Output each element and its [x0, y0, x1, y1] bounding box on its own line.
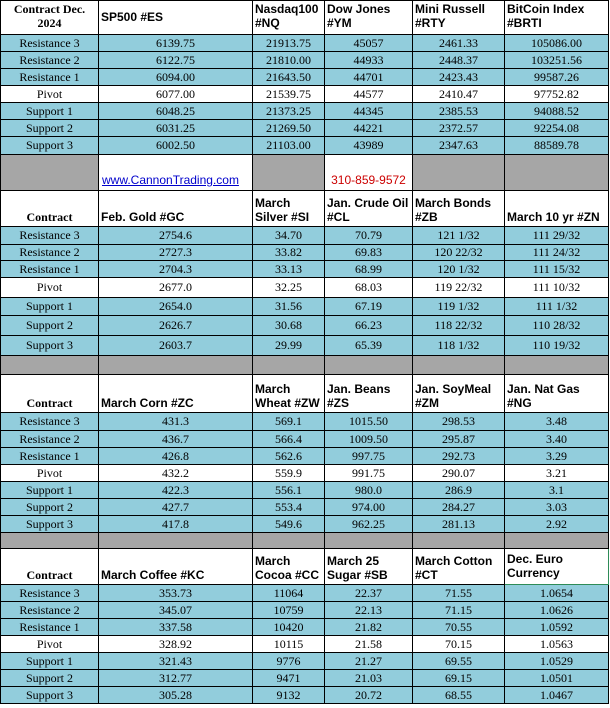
- level-value: 111 24/32: [505, 245, 609, 261]
- level-value: 65.39: [325, 336, 413, 356]
- level-label: Resistance 3: [1, 585, 99, 602]
- level-value: 2626.7: [99, 316, 253, 336]
- website-link[interactable]: www.CannonTrading.com: [102, 173, 239, 187]
- level-value: 21810.00: [253, 52, 325, 69]
- level-value: 120 1/32: [413, 261, 505, 278]
- level-value: 22.37: [325, 585, 413, 602]
- level-value: 569.1: [253, 413, 325, 431]
- row-resistance-1: [1, 448, 609, 465]
- level-value: 2727.3: [99, 245, 253, 261]
- row-resistance-3: [1, 35, 609, 52]
- instrument-header: March Silver #SI: [253, 191, 325, 227]
- level-value: 66.23: [325, 316, 413, 336]
- level-value: 111 15/32: [505, 261, 609, 278]
- instrument-header: Jan. SoyMeal #ZM: [413, 375, 505, 413]
- level-value: 295.87: [413, 431, 505, 448]
- level-value: 31.56: [253, 298, 325, 316]
- level-value: 1.0563: [505, 636, 609, 653]
- row-support-3: [1, 516, 609, 533]
- level-value: 21.82: [325, 619, 413, 636]
- level-label: Resistance 3: [1, 35, 99, 52]
- level-value: 22.13: [325, 602, 413, 619]
- level-value: 3.1: [505, 482, 609, 499]
- level-value: 21913.75: [253, 35, 325, 52]
- instrument-header: Jan. Beans #ZS: [325, 375, 413, 413]
- level-value: 6122.75: [99, 52, 253, 69]
- instrument-header: March 25 Sugar #SB: [325, 549, 413, 585]
- contract-header: Contract Dec. 2024: [1, 1, 99, 35]
- row-resistance-2: [1, 431, 609, 448]
- level-value: 432.2: [99, 465, 253, 482]
- level-value: 21103.00: [253, 137, 325, 155]
- level-value: 111 29/32: [505, 227, 609, 245]
- row-resistance-1: [1, 261, 609, 278]
- level-value: 71.55: [413, 585, 505, 602]
- level-label: Support 1: [1, 103, 99, 120]
- pivot-levels-table-body: [1, 1, 609, 704]
- section-3-header-row: [1, 375, 609, 413]
- instrument-header: March Coffee #KC: [99, 549, 253, 585]
- instrument-header: March Wheat #ZW: [253, 375, 325, 413]
- contract-header: Contract: [1, 191, 99, 227]
- instrument-header: Nasdaq100 #NQ: [253, 1, 325, 35]
- level-label: Support 2: [1, 499, 99, 516]
- level-value: 974.00: [325, 499, 413, 516]
- section-4-header-row: [1, 549, 609, 585]
- level-label: Support 2: [1, 316, 99, 336]
- level-label: Pivot: [1, 278, 99, 298]
- separator-cell: [325, 533, 413, 549]
- instrument-header: March Corn #ZC: [99, 375, 253, 413]
- separator-cell: [413, 533, 505, 549]
- row-support-1: [1, 653, 609, 670]
- level-value: 436.7: [99, 431, 253, 448]
- level-value: 68.55: [413, 687, 505, 704]
- level-value: 321.43: [99, 653, 253, 670]
- level-value: 422.3: [99, 482, 253, 499]
- level-value: 118 22/32: [413, 316, 505, 336]
- row-support-1: [1, 103, 609, 120]
- level-value: 70.15: [413, 636, 505, 653]
- level-value: 88589.78: [505, 137, 609, 155]
- separator-cell: [1, 533, 99, 549]
- separator-cell: [1, 356, 99, 375]
- level-value: 1.0626: [505, 602, 609, 619]
- level-label: Support 3: [1, 336, 99, 356]
- section-2-header-row: [1, 191, 609, 227]
- level-value: 71.15: [413, 602, 505, 619]
- level-value: 34.70: [253, 227, 325, 245]
- level-value: 33.82: [253, 245, 325, 261]
- level-value: 328.92: [99, 636, 253, 653]
- level-value: 298.53: [413, 413, 505, 431]
- separator-cell: [99, 356, 253, 375]
- level-value: 29.99: [253, 336, 325, 356]
- level-label: Support 1: [1, 653, 99, 670]
- level-value: 2448.37: [413, 52, 505, 69]
- level-value: 94088.52: [505, 103, 609, 120]
- separator-cell: [505, 533, 609, 549]
- level-value: 1.0654: [505, 585, 609, 602]
- level-value: 97752.82: [505, 86, 609, 103]
- level-value: 110 19/32: [505, 336, 609, 356]
- level-label: Resistance 1: [1, 261, 99, 278]
- separator-cell: [325, 356, 413, 375]
- level-value: 45057: [325, 35, 413, 52]
- level-value: 1.0592: [505, 619, 609, 636]
- instrument-header: March 10 yr #ZN: [505, 191, 609, 227]
- level-value: 1009.50: [325, 431, 413, 448]
- level-value: 6094.00: [99, 69, 253, 86]
- level-value: 70.55: [413, 619, 505, 636]
- row-pivot: [1, 465, 609, 482]
- website-cell: [99, 155, 253, 191]
- level-value: 121 1/32: [413, 227, 505, 245]
- level-value: 2603.7: [99, 336, 253, 356]
- level-value: 2423.43: [413, 69, 505, 86]
- row-resistance-2: [1, 245, 609, 261]
- level-value: 980.0: [325, 482, 413, 499]
- level-value: 3.48: [505, 413, 609, 431]
- separator-cell: [505, 356, 609, 375]
- level-value: 30.68: [253, 316, 325, 336]
- level-value: 559.9: [253, 465, 325, 482]
- level-value: 68.99: [325, 261, 413, 278]
- level-value: 9776: [253, 653, 325, 670]
- level-label: Pivot: [1, 636, 99, 653]
- level-value: 2410.47: [413, 86, 505, 103]
- level-value: 553.4: [253, 499, 325, 516]
- level-value: 44701: [325, 69, 413, 86]
- level-value: 32.25: [253, 278, 325, 298]
- level-label: Resistance 1: [1, 69, 99, 86]
- row-resistance-3: [1, 227, 609, 245]
- level-value: 991.75: [325, 465, 413, 482]
- row-resistance-3: [1, 585, 609, 602]
- level-value: 431.3: [99, 413, 253, 431]
- phone-cell: [325, 155, 413, 191]
- level-value: 417.8: [99, 516, 253, 533]
- contract-header: Contract: [1, 375, 99, 413]
- row-support-3: [1, 687, 609, 704]
- level-value: 70.79: [325, 227, 413, 245]
- level-label: Resistance 2: [1, 431, 99, 448]
- section-separator: [1, 356, 609, 375]
- row-support-1: [1, 298, 609, 316]
- level-value: 92254.08: [505, 120, 609, 137]
- level-value: 997.75: [325, 448, 413, 465]
- level-label: Resistance 2: [1, 52, 99, 69]
- instrument-header: Jan. Crude Oil #CL: [325, 191, 413, 227]
- level-value: 67.19: [325, 298, 413, 316]
- instrument-header: SP500 #ES: [99, 1, 253, 35]
- level-value: 9471: [253, 670, 325, 687]
- row-pivot: [1, 636, 609, 653]
- level-value: 6139.75: [99, 35, 253, 52]
- level-value: 43989: [325, 137, 413, 155]
- separator-cell: [253, 356, 325, 375]
- level-value: 21373.25: [253, 103, 325, 120]
- level-value: 1.0467: [505, 687, 609, 704]
- level-value: 118 1/32: [413, 336, 505, 356]
- level-value: 312.77: [99, 670, 253, 687]
- level-label: Support 1: [1, 482, 99, 499]
- level-label: Support 2: [1, 120, 99, 137]
- separator-cell: [253, 533, 325, 549]
- level-label: Resistance 2: [1, 245, 99, 261]
- level-value: 2.92: [505, 516, 609, 533]
- level-value: 44221: [325, 120, 413, 137]
- level-label: Support 3: [1, 516, 99, 533]
- level-label: Support 3: [1, 137, 99, 155]
- level-value: 1.0501: [505, 670, 609, 687]
- level-value: 292.73: [413, 448, 505, 465]
- level-value: 281.13: [413, 516, 505, 533]
- separator-cell: [1, 155, 99, 191]
- section-separator: [1, 155, 609, 191]
- level-value: 549.6: [253, 516, 325, 533]
- separator-cell: [253, 155, 325, 191]
- instrument-header: Dow Jones #YM: [325, 1, 413, 35]
- separator-cell: [99, 533, 253, 549]
- level-value: 44933: [325, 52, 413, 69]
- level-value: 566.4: [253, 431, 325, 448]
- row-support-2: [1, 499, 609, 516]
- level-value: 3.03: [505, 499, 609, 516]
- row-support-2: [1, 316, 609, 336]
- separator-cell: [505, 155, 609, 191]
- level-value: 562.6: [253, 448, 325, 465]
- level-value: 1015.50: [325, 413, 413, 431]
- level-label: Support 3: [1, 687, 99, 704]
- level-label: Support 1: [1, 298, 99, 316]
- level-value: 21269.50: [253, 120, 325, 137]
- level-label: Pivot: [1, 86, 99, 103]
- level-value: 21.03: [325, 670, 413, 687]
- level-value: 20.72: [325, 687, 413, 704]
- instrument-header: March Cotton #CT: [413, 549, 505, 585]
- instrument-header: Feb. Gold #GC: [99, 191, 253, 227]
- row-support-3: [1, 137, 609, 155]
- separator-cell: [413, 356, 505, 375]
- level-value: 2347.63: [413, 137, 505, 155]
- level-value: 120 22/32: [413, 245, 505, 261]
- level-value: 10115: [253, 636, 325, 653]
- instrument-header: Jan. Nat Gas #NG: [505, 375, 609, 413]
- instrument-header: BitCoin Index #BRTI: [505, 1, 609, 35]
- level-value: 99587.26: [505, 69, 609, 86]
- level-value: 962.25: [325, 516, 413, 533]
- row-support-1: [1, 482, 609, 499]
- row-support-2: [1, 120, 609, 137]
- level-value: 69.55: [413, 653, 505, 670]
- row-resistance-2: [1, 52, 609, 69]
- section-1-header-row: [1, 1, 609, 35]
- level-value: 286.9: [413, 482, 505, 499]
- level-value: 103251.56: [505, 52, 609, 69]
- instrument-header: Mini Russell #RTY: [413, 1, 505, 35]
- level-value: 337.58: [99, 619, 253, 636]
- level-value: 33.13: [253, 261, 325, 278]
- instrument-header: March Bonds #ZB: [413, 191, 505, 227]
- level-value: 21539.75: [253, 86, 325, 103]
- level-value: 6002.50: [99, 137, 253, 155]
- level-value: 69.83: [325, 245, 413, 261]
- level-value: 556.1: [253, 482, 325, 499]
- row-support-2: [1, 670, 609, 687]
- instrument-header: March Cocoa #CC: [253, 549, 325, 585]
- level-value: 6077.00: [99, 86, 253, 103]
- level-value: 2385.53: [413, 103, 505, 120]
- level-value: 3.29: [505, 448, 609, 465]
- level-value: 105086.00: [505, 35, 609, 52]
- level-value: 1.0529: [505, 653, 609, 670]
- level-value: 44577: [325, 86, 413, 103]
- level-value: 345.07: [99, 602, 253, 619]
- level-label: Pivot: [1, 465, 99, 482]
- level-value: 9132: [253, 687, 325, 704]
- level-value: 284.27: [413, 499, 505, 516]
- level-value: 10420: [253, 619, 325, 636]
- level-label: Resistance 1: [1, 448, 99, 465]
- contract-header: Contract: [1, 549, 99, 585]
- row-support-3: [1, 336, 609, 356]
- level-value: 119 1/32: [413, 298, 505, 316]
- level-value: 3.21: [505, 465, 609, 482]
- level-value: 2754.6: [99, 227, 253, 245]
- level-value: 427.7: [99, 499, 253, 516]
- level-value: 2372.57: [413, 120, 505, 137]
- level-value: 111 10/32: [505, 278, 609, 298]
- level-value: 3.40: [505, 431, 609, 448]
- phone-number: 310-859-9572: [331, 173, 406, 187]
- level-value: 111 1/32: [505, 298, 609, 316]
- level-label: Resistance 3: [1, 227, 99, 245]
- row-resistance-2: [1, 602, 609, 619]
- level-label: Support 2: [1, 670, 99, 687]
- row-resistance-3: [1, 413, 609, 431]
- level-value: 10759: [253, 602, 325, 619]
- level-value: 290.07: [413, 465, 505, 482]
- level-value: 21.27: [325, 653, 413, 670]
- level-value: 21.58: [325, 636, 413, 653]
- level-value: 6031.25: [99, 120, 253, 137]
- row-resistance-1: [1, 69, 609, 86]
- row-pivot: [1, 86, 609, 103]
- level-value: 353.73: [99, 585, 253, 602]
- level-value: 69.15: [413, 670, 505, 687]
- row-resistance-1: [1, 619, 609, 636]
- level-label: Resistance 1: [1, 619, 99, 636]
- level-value: 2677.0: [99, 278, 253, 298]
- level-value: 426.8: [99, 448, 253, 465]
- level-value: 110 28/32: [505, 316, 609, 336]
- level-value: 2704.3: [99, 261, 253, 278]
- row-pivot: [1, 278, 609, 298]
- section-separator: [1, 533, 609, 549]
- level-value: 44345: [325, 103, 413, 120]
- level-label: Resistance 3: [1, 413, 99, 431]
- level-value: 119 22/32: [413, 278, 505, 298]
- level-value: 68.03: [325, 278, 413, 298]
- level-value: 2654.0: [99, 298, 253, 316]
- level-value: 305.28: [99, 687, 253, 704]
- separator-cell: [413, 155, 505, 191]
- level-value: 21643.50: [253, 69, 325, 86]
- level-value: 11064: [253, 585, 325, 602]
- level-label: Resistance 2: [1, 602, 99, 619]
- level-value: 2461.33: [413, 35, 505, 52]
- level-value: 6048.25: [99, 103, 253, 120]
- instrument-header: Dec. Euro Currency: [505, 549, 609, 585]
